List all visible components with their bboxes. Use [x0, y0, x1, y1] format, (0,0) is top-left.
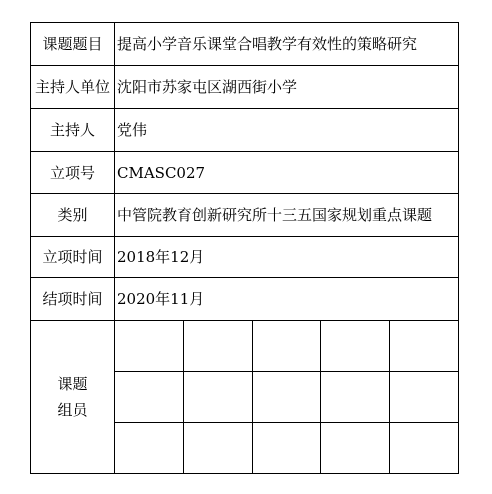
table-row-host — [31, 109, 459, 152]
title-value: 提高小学音乐课堂合唱教学有效性的策略研究 — [115, 23, 459, 66]
member-cell — [115, 371, 184, 422]
member-cell — [389, 371, 458, 422]
members-grid — [115, 321, 458, 473]
category-label: 类别 — [31, 194, 115, 237]
members-label-line-2: 组员 — [57, 401, 88, 419]
start-date-value: 2018年12月 — [115, 237, 459, 278]
end-date-label: 结项时间 — [31, 278, 115, 321]
table-row-category — [31, 194, 459, 237]
members-grid-cell — [115, 321, 459, 474]
table-row-members — [31, 321, 459, 474]
member-cell — [321, 321, 390, 371]
project-info-table — [30, 22, 459, 474]
title-label: 课题题目 — [31, 23, 115, 66]
member-cell — [321, 422, 390, 473]
table-row-host-unit — [31, 66, 459, 109]
project-info-form — [30, 22, 459, 474]
start-date-label: 立项时间 — [31, 237, 115, 278]
end-date-value: 2020年11月 — [115, 278, 459, 321]
member-cell — [389, 422, 458, 473]
members-label — [31, 321, 115, 474]
members-grid-row — [115, 321, 458, 371]
member-cell — [321, 371, 390, 422]
host-unit-value: 沈阳市苏家屯区湖西街小学 — [115, 66, 459, 109]
members-grid-row — [115, 422, 458, 473]
member-cell — [115, 321, 184, 371]
members-grid-row — [115, 371, 458, 422]
member-cell — [184, 371, 253, 422]
host-label: 主持人 — [31, 109, 115, 152]
member-cell — [252, 371, 321, 422]
category-value: 中管院教育创新研究所十三五国家规划重点课题 — [115, 194, 459, 237]
host-value: 党伟 — [115, 109, 459, 152]
project-number-value: CMASC027 — [115, 152, 459, 194]
project-number-label: 立项号 — [31, 152, 115, 194]
member-cell — [252, 321, 321, 371]
host-unit-label: 主持人单位 — [31, 66, 115, 109]
member-cell — [252, 422, 321, 473]
table-row-title — [31, 23, 459, 66]
table-row-start-date — [31, 237, 459, 278]
table-row-project-number — [31, 152, 459, 194]
table-row-end-date — [31, 278, 459, 321]
member-cell — [115, 422, 184, 473]
member-cell — [184, 422, 253, 473]
member-cell — [389, 321, 458, 371]
member-cell — [184, 321, 253, 371]
members-label-line-1: 课题 — [57, 375, 88, 393]
